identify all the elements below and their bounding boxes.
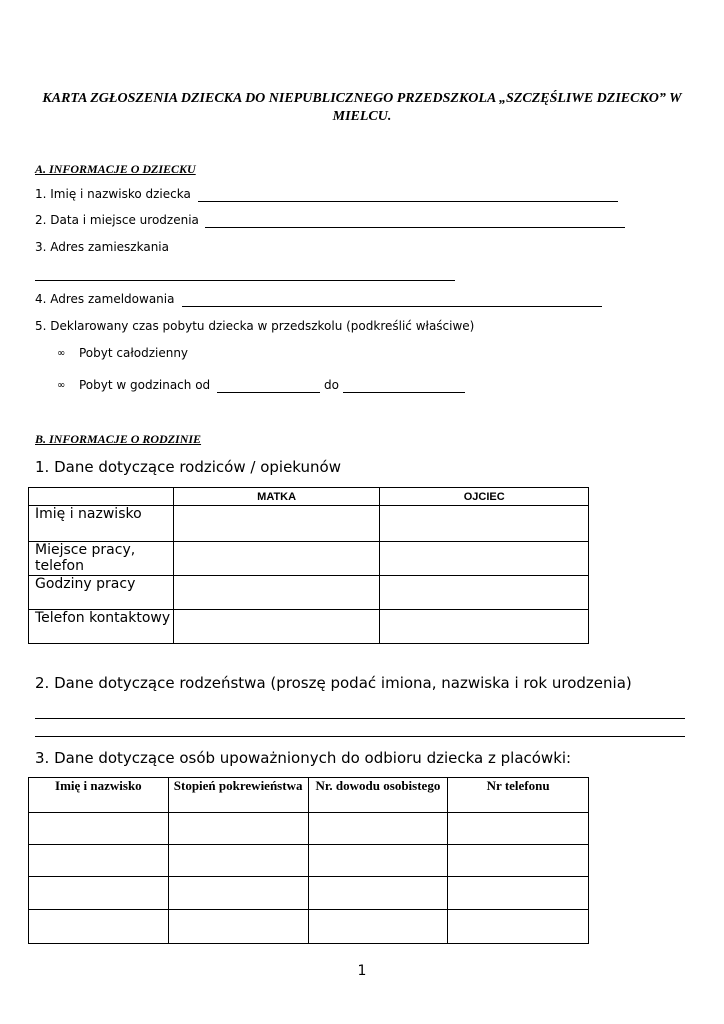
option-full-day[interactable]: Pobyt całodzienny [79, 346, 189, 360]
father-cell[interactable] [380, 542, 589, 576]
table-cell[interactable] [308, 845, 448, 877]
authorized-table [28, 777, 589, 944]
father-cell[interactable] [380, 576, 589, 610]
column-header-relation: Stopień pokrewieństwa [168, 778, 308, 813]
column-header-phone: Nr telefonu [448, 778, 589, 813]
field-child-name-input[interactable] [198, 188, 618, 202]
mother-cell[interactable] [173, 542, 380, 576]
authorized-heading: 3. Dane dotyczące osób upoważnionych do odbioru dziecka z placówki: [35, 749, 572, 767]
option-hours-to: do [324, 378, 339, 392]
table-cell[interactable] [168, 877, 308, 910]
row-label: Telefon kontaktowy [29, 610, 174, 644]
table-cell[interactable] [168, 910, 308, 944]
section-a-heading: A. INFORMACJE O DZIECKU [35, 162, 196, 176]
row-label: Imię i nazwisko [29, 506, 174, 542]
father-cell[interactable] [380, 506, 589, 542]
field-registered-address-input[interactable] [182, 293, 602, 307]
table-cell[interactable] [448, 910, 589, 944]
column-header-father: OJCIEC [380, 488, 589, 506]
column-header-mother: MATKA [173, 488, 380, 506]
table-cell[interactable] [29, 845, 169, 877]
form-title: KARTA ZGŁOSZENIA DZIECKA DO NIEPUBLICZNEGO PRZEDSZKOLA „SZCZĘŚLIWE DZIECKO” W MIELCU. [42, 91, 682, 124]
table-row [29, 845, 589, 877]
field-registered-address-label: 4. Adres zameldowania [35, 292, 175, 306]
table-cell[interactable] [308, 910, 448, 944]
row-label: Godziny pracy [29, 576, 174, 610]
table-cell[interactable] [29, 877, 169, 910]
table-header-empty [29, 488, 174, 506]
parents-heading: 1. Dane dotyczące rodziców / opiekunów [35, 458, 341, 476]
table-cell[interactable] [448, 813, 589, 845]
hours-from-input[interactable] [217, 379, 320, 393]
table-cell[interactable] [29, 813, 169, 845]
table-row [29, 576, 589, 610]
mother-cell[interactable] [173, 610, 380, 644]
bullet-icon: ∞ [57, 380, 66, 391]
father-cell[interactable] [380, 610, 589, 644]
table-row [29, 506, 589, 542]
siblings-line-2[interactable] [35, 723, 685, 737]
hours-to-input[interactable] [343, 379, 465, 393]
option-hours-from[interactable]: Pobyt w godzinach od [79, 378, 211, 392]
siblings-line-1[interactable] [35, 705, 685, 719]
table-cell[interactable] [168, 813, 308, 845]
table-row [29, 910, 589, 944]
table-cell[interactable] [308, 813, 448, 845]
field-stay-time-label: 5. Deklarowany czas pobytu dziecka w przedszkolu (podkreślić właściwe) [35, 319, 475, 333]
field-address-input[interactable] [35, 267, 455, 281]
table-cell[interactable] [448, 877, 589, 910]
table-cell[interactable] [308, 877, 448, 910]
mother-cell[interactable] [173, 506, 380, 542]
table-row [29, 813, 589, 845]
field-child-name-label: 1. Imię i nazwisko dziecka [35, 187, 191, 201]
section-b-heading: B. INFORMACJE O RODZINIE [35, 432, 202, 446]
table-cell[interactable] [448, 845, 589, 877]
row-label: Miejsce pracy, telefon [29, 542, 174, 576]
table-cell[interactable] [29, 910, 169, 944]
table-cell[interactable] [168, 845, 308, 877]
table-row [29, 542, 589, 576]
bullet-icon: ∞ [57, 348, 66, 359]
parents-table [28, 487, 589, 644]
page-number: 1 [357, 963, 367, 979]
column-header-id: Nr. dowodu osobistego [308, 778, 448, 813]
siblings-heading: 2. Dane dotyczące rodzeństwa (proszę podać imiona, nazwiska i rok urodzenia) [35, 674, 632, 692]
field-birth-input[interactable] [205, 214, 625, 228]
field-birth-label: 2. Data i miejsce urodzenia [35, 213, 199, 227]
mother-cell[interactable] [173, 576, 380, 610]
table-row [29, 610, 589, 644]
column-header-name: Imię i nazwisko [29, 778, 169, 813]
table-row [29, 877, 589, 910]
field-address-label: 3. Adres zamieszkania [35, 240, 169, 254]
